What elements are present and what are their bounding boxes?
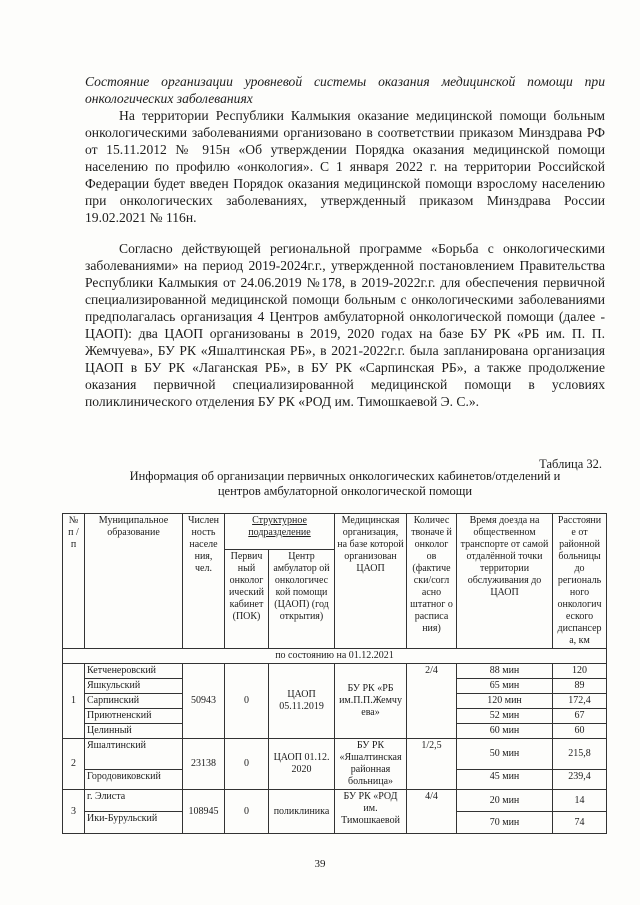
travel-cell: 65 мин: [457, 679, 553, 694]
population-cell: 108945: [183, 790, 225, 834]
caop-cell: поликлиника: [269, 790, 335, 834]
travel-cell: 52 мин: [457, 709, 553, 724]
header-row-1: [63, 514, 607, 550]
distance-cell: 89: [553, 679, 607, 694]
pok-cell: 0: [225, 664, 269, 739]
header-num: № п / п: [63, 514, 85, 649]
header-population: Числен ность населе ния, чел.: [183, 514, 225, 649]
distance-cell: 172,4: [553, 694, 607, 709]
status-row: [63, 649, 607, 664]
distance-cell: 74: [553, 812, 607, 834]
table-title-line-1: Информация об организации первичных онкологических кабинетов/отделений и: [129, 469, 561, 483]
travel-cell: 60 мин: [457, 724, 553, 739]
municipality-cell: г. Элиста: [85, 790, 183, 812]
municipality-cell: Приютненский: [85, 709, 183, 724]
caop-cell: ЦАОП 01.12. 2020: [269, 739, 335, 790]
municipality-cell: Ики-Бурульский: [85, 812, 183, 834]
header-org: Медицинская организация, на базе которой организован ЦАОП: [335, 514, 407, 649]
table-number: Таблица 32.: [539, 457, 602, 471]
org-cell: БУ РК «РОД им. Тимошкаевой: [335, 790, 407, 834]
table-title: [110, 469, 580, 499]
staff-cell: 2/4: [407, 664, 457, 739]
municipality-cell: Сарпинский: [85, 694, 183, 709]
caop-cell: ЦАОП 05.11.2019: [269, 664, 335, 739]
distance-cell: 239,4: [553, 769, 607, 789]
header-distance: Расстояни е от районной больницы до региональ ного онкологич еского диспансер а, км: [553, 514, 607, 649]
paragraph-1: [85, 107, 605, 226]
org-cell: БУ РК «РБ им.П.П.Жемчу ева»: [335, 664, 407, 739]
municipality-cell: Кетченеровский: [85, 664, 183, 679]
header-caop: Центр амбулатор ой онкологичес кой помощи (ЦАОП) (год открытия): [269, 549, 335, 648]
section-heading: Состояние организации уровневой системы оказания медицинской помощи при онкологических заболеваниях: [85, 74, 605, 106]
population-cell: 50943: [183, 664, 225, 739]
row-num: 1: [63, 664, 85, 739]
header-staff: Количес твоначе й онколог ов (фактиче ски/согл асно штатног о расписа ния): [407, 514, 457, 649]
municipality-cell: Яшалтинский: [85, 739, 183, 770]
row-num: 3: [63, 790, 85, 834]
table-row: [63, 790, 607, 812]
pok-cell: 0: [225, 739, 269, 790]
org-cell: БУ РК «Яшалтинская районная больница»: [335, 739, 407, 790]
travel-cell: 20 мин: [457, 790, 553, 812]
travel-cell: 120 мин: [457, 694, 553, 709]
distance-cell: 120: [553, 664, 607, 679]
header-travel: Время доезда на общественном транспорте от самой отдалённой точки территории обслуживания до ЦАОП: [457, 514, 553, 649]
travel-cell: 88 мин: [457, 664, 553, 679]
paragraph-2-text: Согласно действующей региональной программе «Борьба с онкологическими заболеваниями» на период 2019-2024г.г., утвержденной постановлением Правительства Республики Калмыкия от 24.06.2019 №178, в 2019-2022г.г. для обеспечения первичной специализированной медицинской помощи больным с онкологическими заболеваниями предполагалась организация 4 Центров амбулаторной онкологической помощи (далее - ЦАОП): два ЦАОП организованы в 2019, 2020 годах на базе БУ РК «РБ им. П. П. Жемчуева», БУ РК «Яшалтинская РБ», в 2021-2022г.г. была запланирована организация ЦАОП в БУ РК «Лаганская РБ», в БУ РК «Сарпинская РБ», а также продолжение оказания первичной специализированной медицинской помощи в условиях поликлинического отделения БУ РК «РОД им. Тимошкаевой Э. С.».: [85, 241, 605, 409]
population-cell: 23138: [183, 739, 225, 790]
travel-cell: 45 мин: [457, 769, 553, 789]
staff-cell: 1/2,5: [407, 739, 457, 790]
table-row: [63, 739, 607, 770]
paragraph-2: [85, 240, 605, 410]
row-num: 2: [63, 739, 85, 790]
oncology-table: [62, 513, 607, 834]
pok-cell: 0: [225, 790, 269, 834]
table-title-line-2: центров амбулаторной онкологической помощи: [217, 484, 473, 498]
municipality-cell: Яшкульский: [85, 679, 183, 694]
distance-cell: 215,8: [553, 739, 607, 770]
header-municipality: Муниципальное образование: [85, 514, 183, 649]
municipality-cell: Городовиковский: [85, 769, 183, 789]
status-cell: по состоянию на 01.12.2021: [63, 649, 607, 664]
paragraph-1-text: На территории Республики Калмыкия оказание медицинской помощи больным онкологическими заболеваниями организовано в соответствии приказом Минздрава РФ от 15.11.2012 № 915н «Об утверждении Порядка оказания медицинской помощи населению по профилю «онкология». С 1 января 2022 г. на территории Российской Федерации будет введен Порядок оказания медицинской помощи взрослому населению при онкологических заболеваниях, утвержденный приказом Минздрава России 19.02.2021 № 116н.: [85, 108, 605, 225]
distance-cell: 14: [553, 790, 607, 812]
travel-cell: 50 мин: [457, 739, 553, 770]
page-number: 39: [314, 858, 326, 870]
header-pok: Первич ный онколог ический кабинет (ПОК): [225, 549, 269, 648]
travel-cell: 70 мин: [457, 812, 553, 834]
staff-cell: 4/4: [407, 790, 457, 834]
header-structural: Структурное подразделение: [225, 514, 335, 550]
distance-cell: 67: [553, 709, 607, 724]
table-row: [63, 664, 607, 679]
distance-cell: 60: [553, 724, 607, 739]
municipality-cell: Целинный: [85, 724, 183, 739]
